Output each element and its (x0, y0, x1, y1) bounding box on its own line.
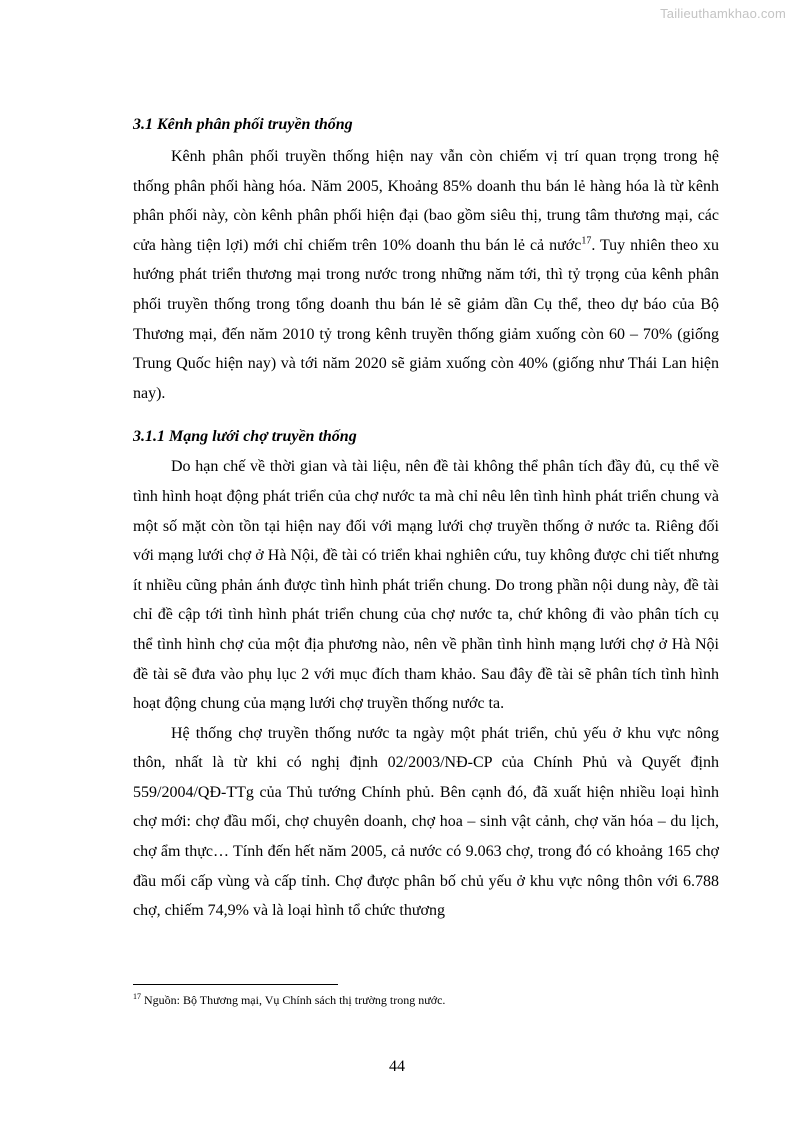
page-body (133, 110, 719, 926)
footnote-text: Nguồn: Bộ Thương mại, Vụ Chính sách thị trường trong nước. (141, 993, 446, 1007)
paragraph-3-1-1-b: Hệ thống chợ truyền thống nước ta ngày một phát triển, chủ yếu ở khu vực nông thôn, nhất là từ khi có nghị định 02/2003/NĐ-CP của Chính Phủ và Quyết định 559/2004/QĐ-TTg của Thủ tướng Chính phủ. Bên cạnh đó, đã xuất hiện nhiều loại hình chợ mới: chợ đầu mối, chợ chuyên doanh, chợ hoa – sinh vật cảnh, chợ văn hóa – du lịch, chợ ẩm thực… Tính đến hết năm 2005, cả nước có 9.063 chợ, trong đó có khoảng 165 chợ đầu mối cấp vùng và cấp tỉnh. Chợ được phân bố chủ yếu ở khu vực nông thôn với 6.788 chợ, chiếm 74,9% và là loại hình tổ chức thương (133, 724, 719, 920)
watermark: Tailieuthamkhao.com (660, 6, 786, 21)
footnote-reference[interactable]: 17 (581, 235, 592, 247)
footnote (133, 992, 719, 1008)
paragraph-text: Kênh phân phối truyền thống hiện nay vẫn còn chiếm vị trí quan trọng trong hệ thống phân phối hàng hóa. Năm 2005, Khoảng 85% doanh thu bán lẻ hàng hóa là từ kênh phân phối này, còn kênh phân phối hiện đại (bao gồm siêu thị, trung tâm thương mại, các cửa hàng tiện lợi) mới chỉ chiếm trên 10% doanh thu bán lẻ cả nước (133, 148, 719, 254)
page-number: 44 (389, 1058, 405, 1075)
paragraph-3-1-1-a: Do hạn chế về thời gian và tài liệu, nên đề tài không thể phân tích đầy đủ, cụ thể về tình hình hoạt động phát triển của chợ nước ta mà chỉ nêu lên tình hình phát triển chung và một số mặt còn tồn tại hiện nay đối với mạng lưới chợ truyền thống ở nước ta. Riêng đối với mạng lưới chợ ở Hà Nội, đề tài có triển khai nghiên cứu, tuy không được chi tiết nhưng ít nhiều cũng phản ánh được tình hình phát triển chung. Do trong phần nội dung này, đề tài chỉ đề cập tới tình hình phát triển chung của chợ nước ta, chứ không đi vào phân tích cụ thể tình hình chợ của một địa phương nào, nên về phần tình hình mạng lưới chợ ở Hà Nội đề tài sẽ đưa vào phụ lục 2 với mục đích tham khảo. Sau đây đề tài sẽ phân tích tình hình hoạt động chung của mạng lưới chợ truyền thống nước ta. (133, 458, 719, 713)
footnote-separator (133, 984, 338, 985)
paragraph-3-1 (133, 142, 719, 408)
paragraph-text: . Tuy nhiên theo xu hướng phát triển thương mại trong nước trong những năm tới, thì tỷ trọng của kênh phân phối truyền thống trong tổng doanh thu bán lẻ sẽ giảm dần Cụ thể, theo dự báo của Bộ Thương mại, đến năm 2010 tỷ trong kênh truyền thống giảm xuống còn 60 – 70% (giống Trung Quốc hiện nay) và tới năm 2020 sẽ giảm xuống còn 40% (giống như Thái Lan hiện nay). (133, 236, 719, 402)
section-heading-3-1: 3.1 Kênh phân phối truyền thống (133, 116, 353, 133)
footnote-number: 17 (133, 992, 141, 1001)
section-heading-3-1-1: 3.1.1 Mạng lưới chợ truyền thống (133, 428, 357, 446)
